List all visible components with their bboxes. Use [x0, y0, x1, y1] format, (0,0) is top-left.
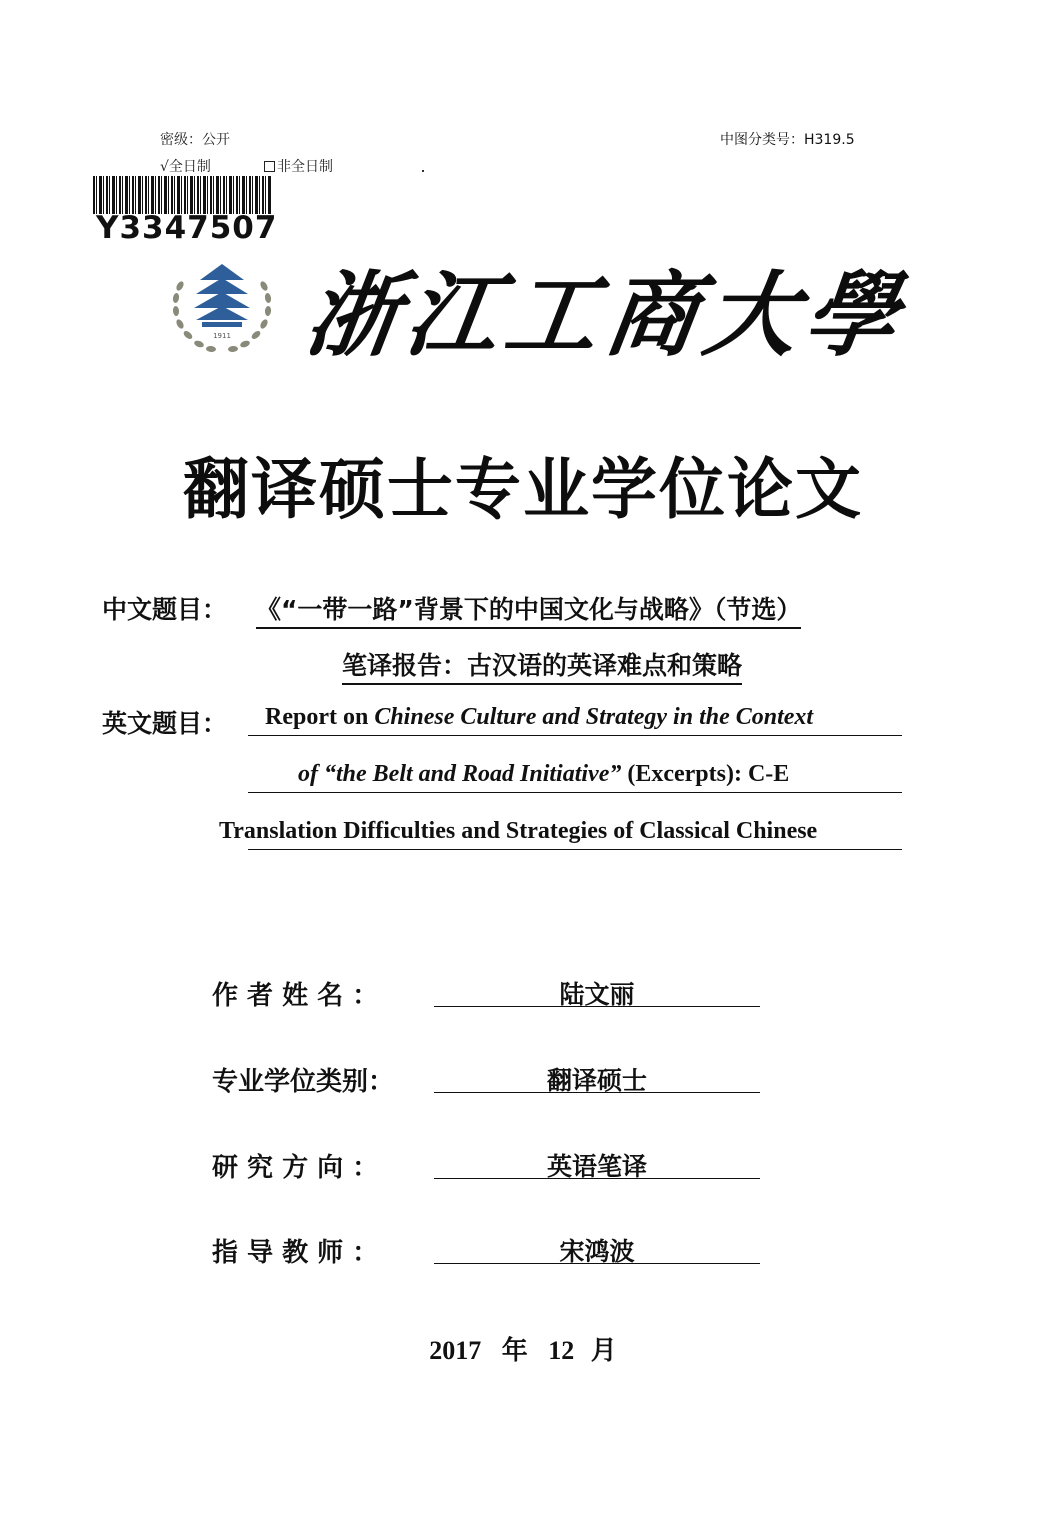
english-title-underline-3 — [248, 849, 902, 850]
english-title-line-2-italic: of “the Belt and Road Initiative” — [298, 761, 622, 787]
english-title-line-2-plain: (Excerpts): C-E — [621, 761, 790, 787]
security-level: 密级：公开 — [160, 132, 230, 148]
author-value: 陆文丽 — [559, 980, 635, 1009]
english-title-line-1 — [265, 704, 813, 731]
study-mode-fulltime: √全日制 — [160, 159, 211, 175]
date-month-char: 月 — [590, 1336, 617, 1365]
parttime-label: 非全日制 — [277, 159, 333, 175]
emblem-pagoda — [194, 264, 250, 327]
research-direction-underline — [434, 1178, 760, 1179]
research-direction-label: 研 究 方 向 ： — [212, 1153, 379, 1183]
barcode-image — [93, 176, 271, 214]
author-label: 作 者 姓 名 ： — [212, 981, 379, 1011]
date-year-char: 年 — [501, 1336, 528, 1365]
degree-category-underline — [434, 1092, 760, 1093]
author-underline — [434, 1006, 760, 1007]
chinese-title-line-2: 笔译报告：古汉语的英译难点和策略 — [342, 646, 742, 685]
university-name-char: 商 — [598, 261, 706, 369]
english-title-line-1-plain: Report on — [265, 704, 375, 730]
university-name-char: 浙 — [299, 261, 407, 369]
unchecked-box-icon — [264, 161, 275, 172]
degree-category-label: 专业学位类别： — [212, 1067, 395, 1097]
english-title-line-2 — [298, 761, 789, 788]
classification-number: 中图分类号：H319.5 — [720, 132, 855, 148]
advisor-underline — [434, 1263, 760, 1264]
study-mode-parttime — [264, 156, 333, 176]
university-name-char: 江 — [399, 261, 507, 369]
date-year: 2017 — [429, 1336, 482, 1365]
university-name-char: 工 — [498, 261, 606, 369]
advisor-label: 指 导 教 师 ： — [212, 1238, 379, 1268]
university-name — [300, 248, 907, 368]
english-title-underline-1 — [248, 735, 902, 736]
university-emblem-icon — [166, 258, 278, 358]
english-title-underline-2 — [248, 792, 902, 793]
advisor-value: 宋鸿波 — [559, 1237, 635, 1266]
chinese-title-label: 中文题目： — [102, 595, 228, 624]
scan-speck — [422, 170, 424, 172]
date-month: 12 — [548, 1336, 575, 1365]
english-title-line-1-italic: Chinese Culture and Strategy in the Context — [374, 704, 814, 730]
english-title-line-3: Translation Difficulties and Strategies of Classical Chinese — [219, 818, 818, 844]
english-title-label: 英文题目： — [102, 709, 228, 738]
chinese-title-line-1: 《“一带一路”背景下的中国文化与战略》（节选） — [256, 590, 801, 629]
university-name-char: 大 — [697, 261, 805, 369]
submission-date — [0, 1330, 1046, 1367]
barcode-number: Y3347507 — [96, 210, 278, 246]
university-name-char: 學 — [797, 261, 905, 369]
research-direction-value: 英语笔译 — [546, 1152, 647, 1181]
emblem-year: 1911 — [213, 332, 231, 340]
degree-category-value: 翻译硕士 — [546, 1066, 647, 1095]
degree-title: 翻译硕士专业学位论文 — [183, 451, 863, 528]
